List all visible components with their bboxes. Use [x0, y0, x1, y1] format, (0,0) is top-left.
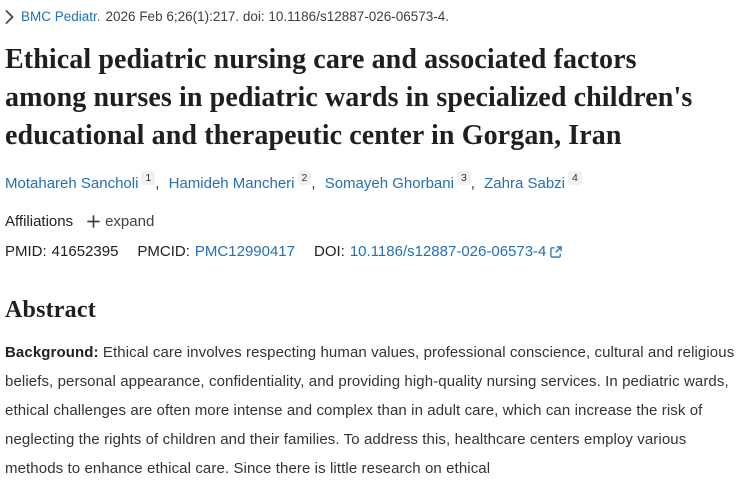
authors-list: [5, 172, 744, 192]
pmid-group: [5, 243, 118, 260]
author-separator: ,: [155, 175, 160, 192]
author-separator: ,: [311, 175, 316, 192]
doi-value: 10.1186/s12887-026-06573-4: [349, 243, 547, 260]
author-link[interactable]: Motahareh Sancholi: [5, 175, 139, 192]
author-item: [484, 172, 582, 192]
expand-label: expand: [105, 213, 155, 230]
doi-link[interactable]: [350, 243, 564, 260]
journal-link[interactable]: BMC Pediatr.: [21, 9, 101, 24]
author-separator: ,: [470, 175, 475, 192]
author-link[interactable]: Zahra Sabzi: [484, 175, 565, 192]
author-link[interactable]: Hamideh Mancheri: [168, 175, 295, 192]
external-link-icon: [549, 245, 563, 259]
affiliations-label: Affiliations: [5, 213, 74, 230]
author-affiliation-sup[interactable]: 1: [141, 171, 155, 185]
affiliations-expand-button[interactable]: [87, 213, 154, 230]
doi-label: DOI:: [314, 243, 345, 260]
pmcid-group: [137, 243, 295, 260]
chevron-right-icon: [5, 10, 14, 24]
abstract-background-text: Ethical care involves respecting human values, professional conscience, cultural and religious beliefs, personal appearance, confidentiality, and providing high-quality nursing services. In pediatric wards, ethical challenges are often more intense and complex than in adult care, which can increase the risk of neglecting the rights of children and their families. To address this, healthcare centers employ various methods to enhance ethical care. Since there is little research on ethical: [5, 344, 735, 477]
identifiers-row: [5, 243, 744, 260]
author-item: [324, 172, 480, 192]
author-affiliation-sup[interactable]: 3: [457, 171, 471, 185]
abstract-background-paragraph: [5, 338, 744, 483]
abstract-background-label: Background:: [5, 344, 99, 361]
breadcrumb: [5, 9, 744, 24]
abstract-heading: Abstract: [5, 297, 96, 323]
pmid-label: PMID:: [5, 243, 47, 260]
author-link[interactable]: Somayeh Ghorbani: [324, 175, 454, 192]
citation-text: 2026 Feb 6;26(1):217. doi: 10.1186/s12887-026-06573-4.: [105, 9, 450, 24]
author-item: [168, 172, 321, 192]
page-title: Ethical pediatric nursing care and associated factors among nurses in pediatric wards in specialized children's educational and therapeutic center in Gorgan, Iran: [5, 44, 693, 151]
pmcid-label: PMCID:: [137, 243, 190, 260]
author-item: [5, 172, 164, 192]
author-affiliation-sup[interactable]: 4: [568, 171, 582, 185]
author-affiliation-sup[interactable]: 2: [298, 171, 312, 185]
plus-icon: [87, 215, 100, 228]
affiliations-row: [5, 213, 744, 230]
pmid-value: 41652395: [51, 243, 119, 260]
doi-group: [314, 243, 563, 260]
pmcid-link[interactable]: PMC12990417: [194, 243, 295, 260]
